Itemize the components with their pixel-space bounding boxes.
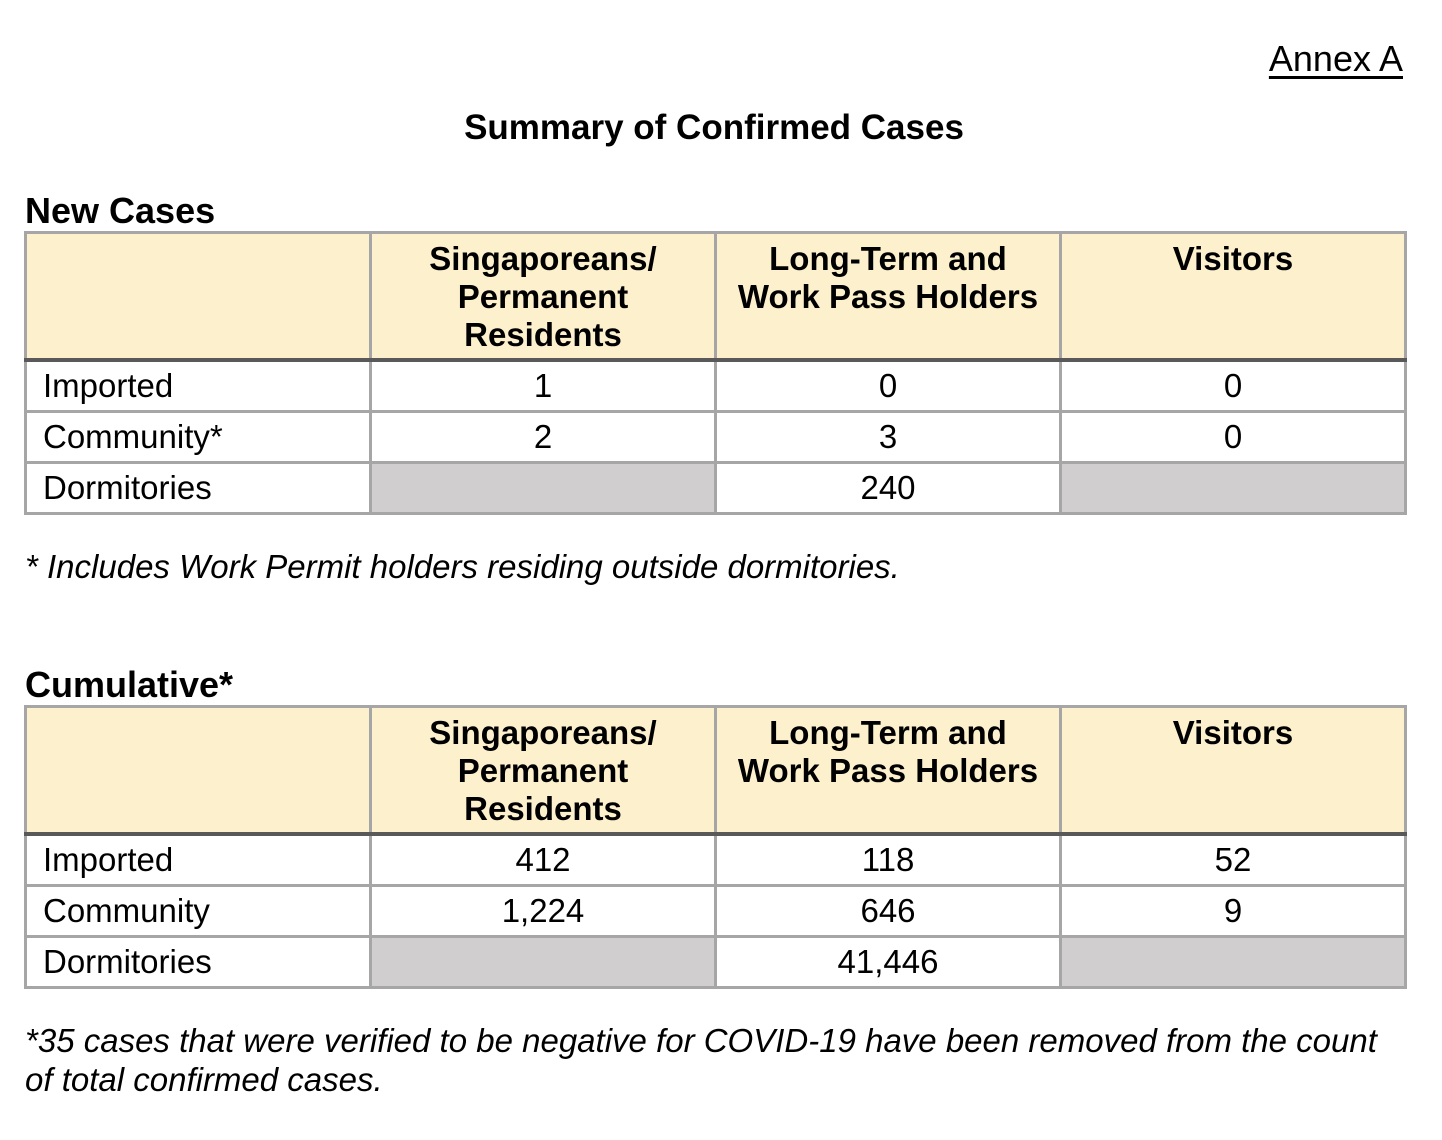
cell-visitors: 9: [1061, 885, 1406, 936]
row-label: Community*: [26, 411, 371, 462]
table-row: [26, 936, 1406, 987]
header-visitors: Visitors: [1061, 707, 1406, 834]
cell-visitors: 52: [1061, 834, 1406, 886]
cumulative-heading: Cumulative*: [25, 664, 234, 705]
cell-sc-pr: 2: [371, 411, 716, 462]
table-row: [26, 411, 1406, 462]
header-visitors: Visitors: [1061, 233, 1406, 360]
table-header-row: [26, 707, 1406, 834]
new-cases-table: [24, 231, 1407, 515]
cumulative-footnote: *35 cases that were verified to be negative for COVID-19 have been removed from the count of total confirmed cases.: [25, 1022, 1377, 1098]
cell-lt-wp: 118: [716, 834, 1061, 886]
row-label: Dormitories: [26, 462, 371, 513]
annex-label: Annex A: [1268, 38, 1403, 79]
header-blank: [26, 707, 371, 834]
cell-lt-wp: 240: [716, 462, 1061, 513]
new-cases-heading: New Cases: [25, 190, 216, 231]
row-label: Dormitories: [26, 936, 371, 987]
cell-visitors: 0: [1061, 360, 1406, 412]
table-row: [26, 885, 1406, 936]
cell-sc-pr-not-applicable: [371, 936, 716, 987]
cell-sc-pr: 1: [371, 360, 716, 412]
cell-sc-pr: 1,224: [371, 885, 716, 936]
cell-lt-wp: 646: [716, 885, 1061, 936]
cell-lt-wp: 41,446: [716, 936, 1061, 987]
document-title: Summary of Confirmed Cases: [464, 108, 964, 147]
header-singaporeans-pr: Singaporeans/ Permanent Residents: [371, 233, 716, 360]
row-label: Imported: [26, 834, 371, 886]
table-row: [26, 360, 1406, 412]
table-row: [26, 462, 1406, 513]
cell-visitors-not-applicable: [1061, 462, 1406, 513]
header-long-term-work-pass: Long-Term and Work Pass Holders: [716, 233, 1061, 360]
header-long-term-work-pass: Long-Term and Work Pass Holders: [716, 707, 1061, 834]
table-row: [26, 834, 1406, 886]
table-header-row: [26, 233, 1406, 360]
cell-sc-pr-not-applicable: [371, 462, 716, 513]
cumulative-table: [24, 705, 1407, 989]
cell-visitors-not-applicable: [1061, 936, 1406, 987]
cell-sc-pr: 412: [371, 834, 716, 886]
cell-lt-wp: 0: [716, 360, 1061, 412]
new-cases-footnote: * Includes Work Permit holders residing outside dormitories.: [25, 548, 900, 585]
header-singaporeans-pr: Singaporeans/ Permanent Residents: [371, 707, 716, 834]
row-label: Community: [26, 885, 371, 936]
cell-visitors: 0: [1061, 411, 1406, 462]
header-blank: [26, 233, 371, 360]
cell-lt-wp: 3: [716, 411, 1061, 462]
row-label: Imported: [26, 360, 371, 412]
